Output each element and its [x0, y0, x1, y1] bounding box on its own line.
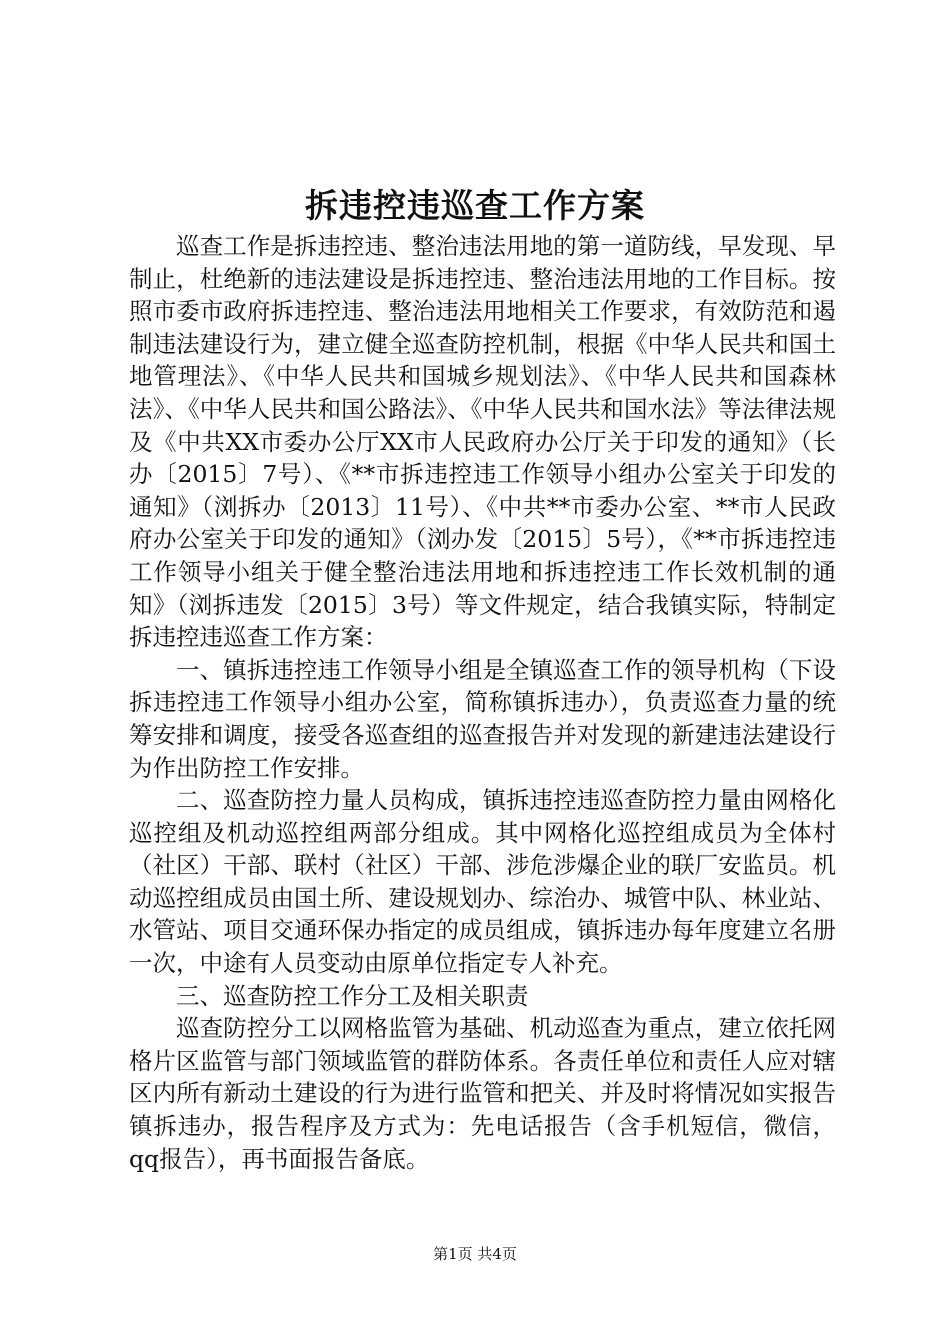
document-title: 拆违控违巡查工作方案	[305, 186, 645, 225]
page-footer: 第1页 共4页	[433, 1245, 517, 1263]
paragraph-section-3: 巡查防控分工以网格监管为基础、机动巡查为重点，建立依托网格片区监管与部门领域监管的群防体系。各责任单位和责任人应对辖区内所有新动土建设的行为进行监管和把关、并及时将情况如实报告镇拆违办，报告程序及方式为：先电话报告（含手机短信，微信，qq报告），再书面报告备底。	[129, 1014, 836, 1173]
paragraph-section-2: 二、巡查防控力量人员构成，镇拆违控违巡查防控力量由网格化巡控组及机动巡控组两部分组成。其中网格化巡控组成员为全体村（社区）干部、联村（社区）干部、涉危涉爆企业的联厂安监员。机动巡控组成员由国土所、建设规划办、综治办、城管中队、林业站、水管站、项目交通环保办指定的成员组成，镇拆违办每年度建立名册一次，中途有人员变动由原单位指定专人补充。	[129, 786, 836, 978]
paragraph-section-1: 一、镇拆违控违工作领导小组是全镇巡查工作的领导机构（下设拆违控违工作领导小组办公室，简称镇拆违办），负责巡查力量的统筹安排和调度，接受各巡查组的巡查报告并对发现的新建违法建设行为作出防控工作安排。	[129, 655, 836, 782]
section-heading-3: 三、巡查防控工作分工及相关职责	[176, 981, 529, 1010]
paragraph-intro: 巡查工作是拆违控违、整治违法用地的第一道防线，早发现、早制止，杜绝新的违法建设是拆违控违、整治违法用地的工作目标。按照市委市政府拆违控违、整治违法用地相关工作要求，有效防范和遏制违法建设行为，建立健全巡查防控机制，根据《中华人民共和国土地管理法》、《中华人民共和国城乡规划法》、《中华人民共和国森林法》、《中华人民共和国公路法》、《中华人民共和国水法》等法律法规及《中共XX市委办公厅XX市人民政府办公厅关于印发的通知》（长办〔2015〕7号）、《**市拆违控违工作领导小组办公室关于印发的通知》（浏拆办〔2013〕11号）、《中共**市委办公室、**市人民政府办公室关于印发的通知》（浏办发〔2015〕5号），《**市拆违控违工作领导小组关于健全整治违法用地和拆违控违工作长效机制的通知》（浏拆违发〔2015〕3号）等文件规定，结合我镇实际，特制定拆违控违巡查工作方案：	[129, 232, 836, 652]
document-body	[129, 230, 836, 1175]
